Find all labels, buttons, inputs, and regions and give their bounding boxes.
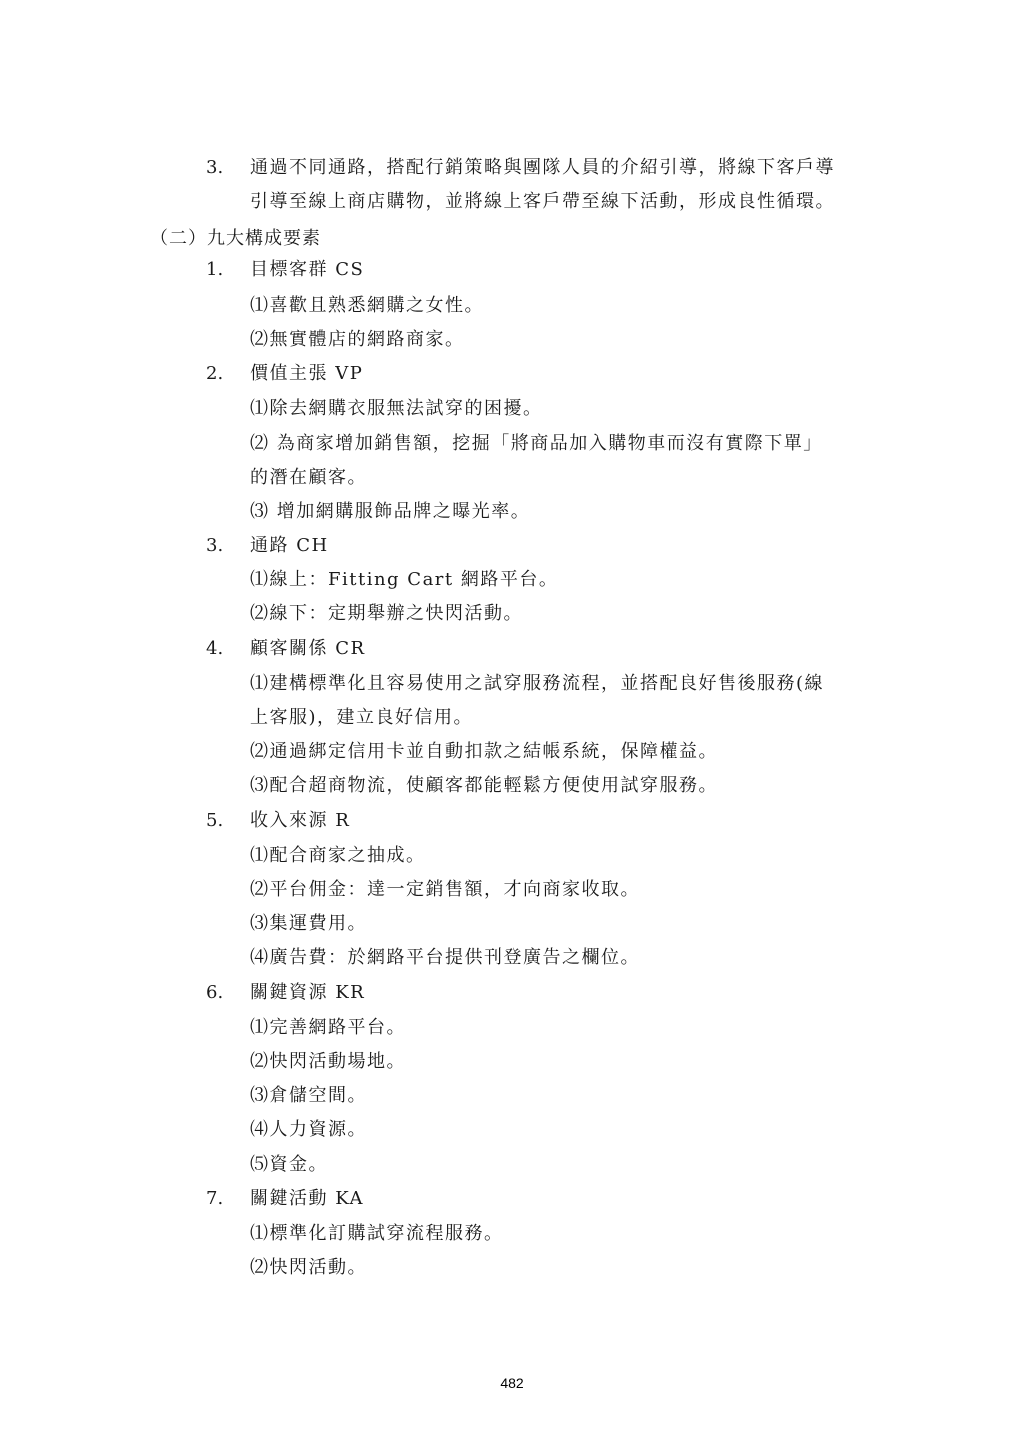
- item-4-number: 4.: [206, 638, 224, 659]
- item-6-line-5: ⑸資金。: [250, 1154, 328, 1175]
- intro-line-2: 引導至線上商店購物，並將線上客戶帶至線下活動，形成良性循環。: [250, 191, 835, 212]
- item-4-line-4: ⑶配合超商物流，使顧客都能輕鬆方便使用試穿服務。: [250, 775, 718, 796]
- section-heading: （二）九大構成要素: [150, 228, 321, 249]
- item-2-number: 2.: [206, 363, 224, 384]
- item-7-line-1: ⑴標準化訂購試穿流程服務。: [250, 1223, 504, 1244]
- item-4-line-3: ⑵通過綁定信用卡並自動扣款之結帳系統，保障權益。: [250, 741, 718, 762]
- item-4-title: 顧客關係 CR: [250, 638, 366, 659]
- item-3-line-2: ⑵線下：定期舉辦之快閃活動。: [250, 603, 523, 624]
- item-1-line-1: ⑴喜歡且熟悉網購之女性。: [250, 295, 484, 316]
- item-6-title: 關鍵資源 KR: [250, 982, 366, 1003]
- item-5-line-1: ⑴配合商家之抽成。: [250, 845, 426, 866]
- item-2-title: 價值主張 VP: [250, 363, 364, 384]
- page-number: 482: [500, 1375, 524, 1391]
- item-7-number: 7.: [206, 1188, 224, 1209]
- item-1-line-2: ⑵無實體店的網路商家。: [250, 329, 465, 350]
- item-3-line-1: ⑴線上：Fitting Cart 網路平台。: [250, 569, 559, 590]
- intro-line-1: 通過不同通路，搭配行銷策略與團隊人員的介紹引導，將線下客戶導: [250, 157, 835, 178]
- item-5-line-3: ⑶集運費用。: [250, 913, 367, 934]
- item-5-line-2: ⑵平台佣金：達一定銷售額，才向商家收取。: [250, 879, 640, 900]
- item-7-title: 關鍵活動 KA: [250, 1188, 364, 1209]
- item-5-number: 5.: [206, 810, 224, 831]
- item-1-number: 1.: [206, 259, 224, 280]
- item-7-line-2: ⑵快閃活動。: [250, 1257, 367, 1278]
- item-6-number: 6.: [206, 982, 224, 1003]
- item-4-line-2: 上客服)，建立良好信用。: [250, 707, 474, 728]
- item-6-line-2: ⑵快閃活動場地。: [250, 1051, 406, 1072]
- item-1-title: 目標客群 CS: [250, 259, 365, 280]
- item-2-line-3: 的潛在顧客。: [250, 467, 367, 488]
- item-5-title: 收入來源 R: [250, 810, 351, 831]
- item-3-number: 3.: [206, 535, 224, 556]
- item-4-line-1: ⑴建構標準化且容易使用之試穿服務流程，並搭配良好售後服務(線: [250, 673, 825, 694]
- item-2-line-4: ⑶ 增加網購服飾品牌之曝光率。: [250, 501, 531, 522]
- item-6-line-1: ⑴完善網路平台。: [250, 1017, 406, 1038]
- item-2-line-2: ⑵ 為商家增加銷售額，挖掘「將商品加入購物車而沒有實際下單」: [250, 433, 823, 454]
- item-5-line-4: ⑷廣告費：於網路平台提供刊登廣告之欄位。: [250, 947, 640, 968]
- item-6-line-4: ⑷人力資源。: [250, 1119, 367, 1140]
- intro-number: 3.: [206, 157, 224, 178]
- item-2-line-1: ⑴除去網購衣服無法試穿的困擾。: [250, 398, 543, 419]
- item-6-line-3: ⑶倉儲空間。: [250, 1085, 367, 1106]
- item-3-title: 通路 CH: [250, 535, 329, 556]
